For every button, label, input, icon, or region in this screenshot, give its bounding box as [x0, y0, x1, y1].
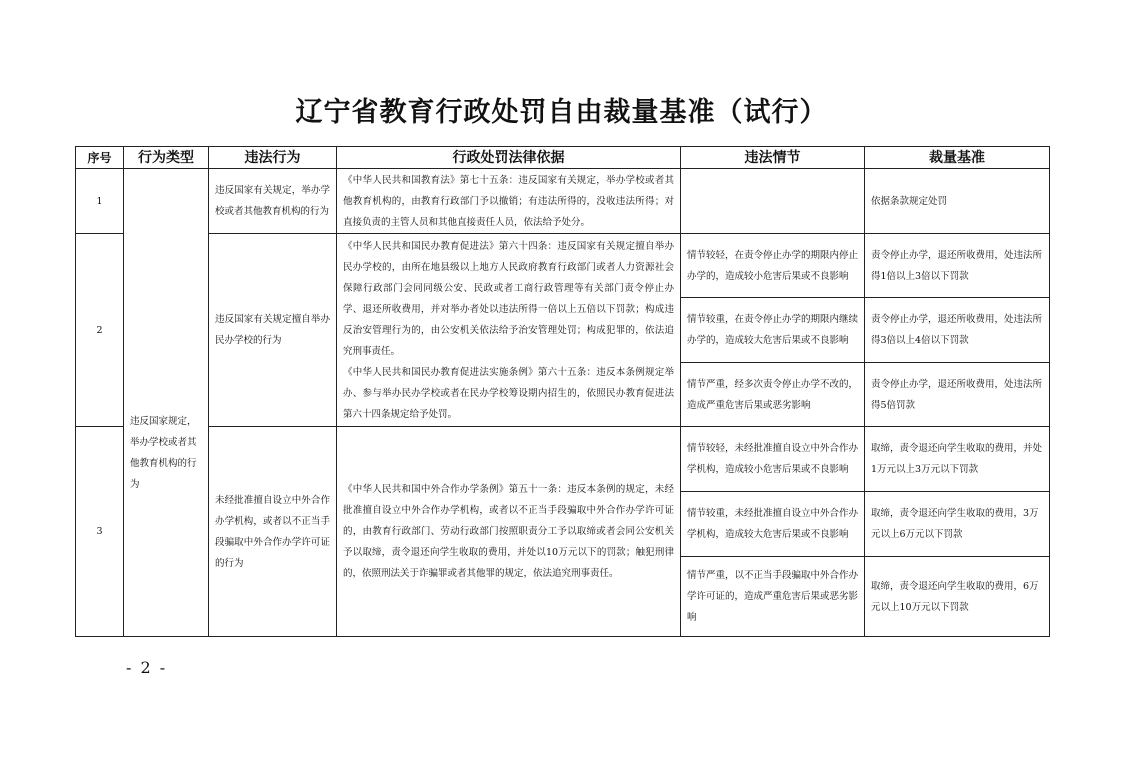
row-circumstance: 情节严重，经多次责令停止办学不改的，造成严重危害后果或恶劣影响	[681, 363, 865, 427]
table-row	[76, 427, 1050, 492]
row-seq: 1	[76, 169, 124, 234]
header-behavior-type: 行为类型	[124, 147, 209, 169]
row-circumstance	[681, 169, 865, 234]
legal-basis-text: 《中华人民共和国民办教育促进法》第六十四条：违反国家有关规定擅自举办民办学校的，由所在地县级以上地方人民政府教育行政部门或者人力资源社会保障行政部门会同同级公安、民政或者工商行政管理等有关部门责令停止办学、退还所收费用，并对举办者处以违法所得一倍以上五倍以下罚款；构成违反治安管理行为的，由公安机关依法给予治安管理处罚；构成犯罪的，依法追究刑事责任。	[343, 240, 674, 357]
behavior-type-cell	[124, 169, 209, 637]
row-legal-basis: 《中华人民共和国中外合作办学条例》第五十一条：违反本条例的规定，未经批准擅自设立中外合作办学机构，或者以不正当手段骗取中外合作办学许可证的，由教育行政部门、劳动行政部门按照职责分工予以取缔或者会同公安机关予以取缔，责令退还向学生收取的费用，并处以10万元以下的罚款；触犯刑律的，依照刑法关于诈骗罪或者其他罪的规定，依法追究刑事责任。	[337, 427, 681, 637]
row-violation: 违反国家有关规定，举办学校或者其他教育机构的行为	[209, 169, 337, 234]
row-standard: 责令停止办学，退还所收费用，处违法所得1倍以上3倍以下罚款	[865, 234, 1050, 298]
row-standard: 取缔，责令退还向学生收取的费用，并处1万元以上3万元以下罚款	[865, 427, 1050, 492]
row-seq: 2	[76, 234, 124, 427]
row-circumstance: 情节严重，以不正当手段骗取中外合作办学许可证的，造成严重危害后果或恶劣影响	[681, 557, 865, 637]
row-violation: 违反国家有关规定擅自举办民办学校的行为	[209, 234, 337, 427]
header-standard: 裁量基准	[865, 147, 1050, 169]
header-seq: 序号	[76, 147, 124, 169]
row-legal-basis: 《中华人民共和国教育法》第七十五条：违反国家有关规定，举办学校或者其他教育机构的，由教育行政部门予以撤销；有违法所得的，没收违法所得；对直接负责的主管人员和其他直接责任人员，依法给予处分。	[337, 169, 681, 234]
row-seq: 3	[76, 427, 124, 637]
row-circumstance: 情节较轻，在责令停止办学的期限内停止办学的，造成较小危害后果或不良影响	[681, 234, 865, 298]
row-circumstance: 情节较轻，未经批准擅自设立中外合作办学机构，造成较小危害后果或不良影响	[681, 427, 865, 492]
row-standard: 责令停止办学，退还所收费用，处违法所得5倍罚款	[865, 363, 1050, 427]
behavior-type-text: 违反国家规定，举办学校或者其他教育机构的行为	[130, 415, 197, 490]
row-standard: 依据条款规定处罚	[865, 169, 1050, 234]
table-header-row	[76, 147, 1050, 169]
row-violation: 未经批准擅自设立中外合作办学机构，或者以不正当手段骗取中外合作办学许可证的行为	[209, 427, 337, 637]
row-standard: 责令停止办学，退还所收费用，处违法所得3倍以上4倍以下罚款	[865, 298, 1050, 363]
legal-basis-text-2: 《中华人民共和国民办教育促进法实施条例》第六十五条：违反本条例规定举办、参与举办民办学校或者在民办学校筹设期内招生的，依照民办教育促进法第六十四条规定给予处罚。	[343, 366, 674, 420]
header-legal-basis: 行政处罚法律依据	[337, 147, 681, 169]
table-row	[76, 169, 1050, 234]
row-circumstance: 情节较重，在责令停止办学的期限内继续办学的，造成较大危害后果或不良影响	[681, 298, 865, 363]
table-row	[76, 234, 1050, 298]
row-standard: 取缔，责令退还向学生收取的费用，6万元以上10万元以下罚款	[865, 557, 1050, 637]
page-number: - 2 -	[126, 658, 168, 677]
row-legal-basis	[337, 234, 681, 427]
row-standard: 取缔，责令退还向学生收取的费用，3万元以上6万元以下罚款	[865, 492, 1050, 557]
header-circumstances: 违法情节	[681, 147, 865, 169]
penalty-standards-table	[75, 146, 1050, 637]
header-violation: 违法行为	[209, 147, 337, 169]
row-circumstance: 情节较重，未经批准擅自设立中外合作办学机构，造成较大危害后果或不良影响	[681, 492, 865, 557]
document-title: 辽宁省教育行政处罚自由裁量基准（试行）	[295, 97, 828, 128]
